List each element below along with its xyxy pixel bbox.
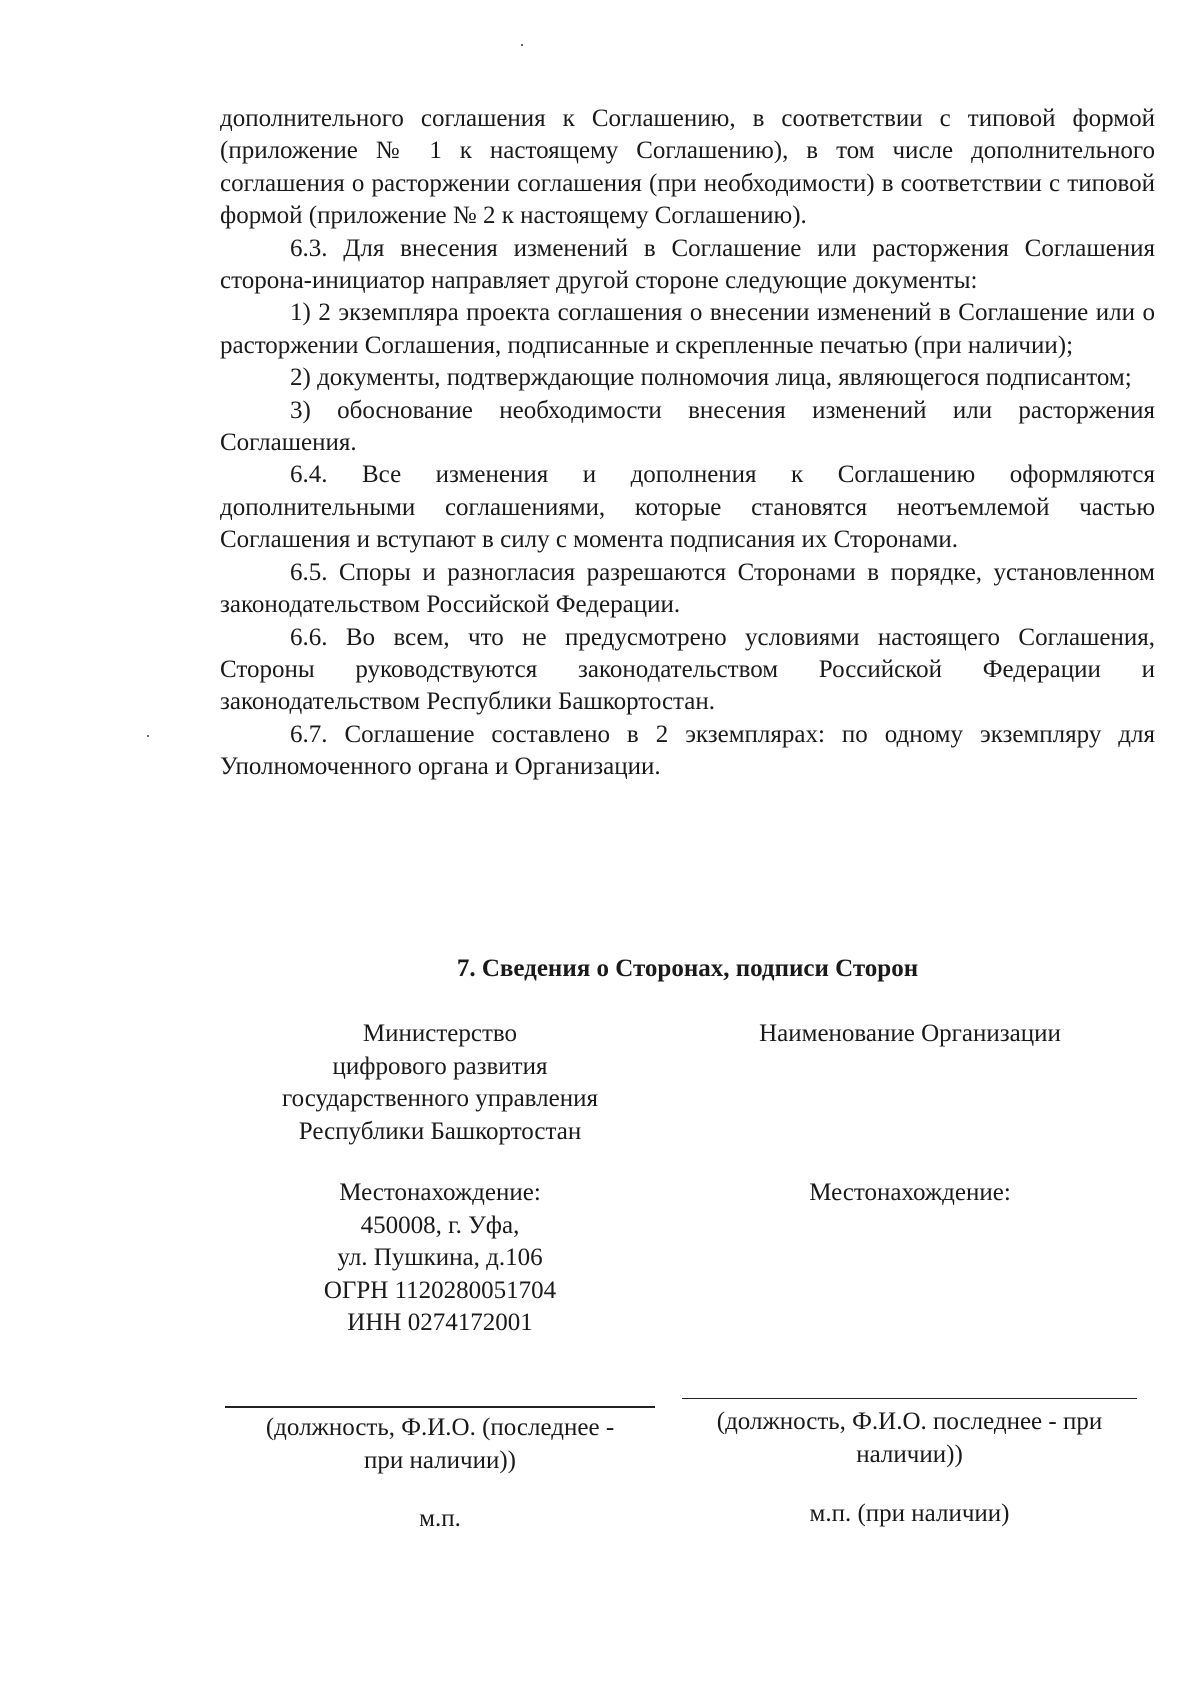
signature-line-left (225, 1406, 655, 1408)
party-left-location-label: Местонахождение: (339, 1179, 541, 1206)
scan-speck (147, 735, 149, 737)
paragraph-6-5: 6.5. Споры и разногласия разрешаются Сторонами в порядке, установленном законодательством Российской Федерации. (220, 558, 1155, 619)
paragraph-6-6: 6.6. Во всем, что не предусмотрено условиями настоящего Соглашения, Стороны руководствуются законодательством Российской Федерации и законодательством Республики Башкортостан. (220, 623, 1155, 716)
party-left-address-line: 450008, г. Уфа, (360, 1211, 520, 1239)
signature-caption-right (682, 1405, 1137, 1471)
paragraph-6-3-item-1: 1) 2 экземпляра проекта соглашения о внесении изменений в Соглашение или о расторжении Соглашения, подписанные и скрепленные печатью (при наличии); (220, 299, 1155, 359)
stamp-left: м.п. (419, 1505, 461, 1532)
signature-caption-line: (должность, Ф.И.О. (последнее - (265, 1414, 615, 1441)
party-left-name-line: Республики Башкортостан (298, 1117, 582, 1145)
party-left-details (230, 1177, 650, 1340)
paragraph-6-4: 6.4. Все изменения и дополнения к Соглашению оформляются дополнительными соглашениями, которые становятся неотъемлемой частью Соглашения и вступают в силу с момента подписания их Сторонами. (220, 461, 1155, 554)
party-left-name-line: государственного управления (282, 1085, 598, 1113)
paragraph-6-3-item-2: 2) документы, подтверждающие полномочия лица, являющегося подписантом; (290, 364, 1132, 392)
paragraph-6-3: 6.3. Для внесения изменений в Соглашение или расторжения Соглашения сторона-инициатор направляет другой стороне следующие документы: (220, 234, 1155, 295)
scan-speck (521, 44, 523, 46)
party-left-address-line: ул. Пушкина, д.106 (337, 1244, 543, 1272)
paragraph-continuation: дополнительного соглашения к Соглашению, в соответствии с типовой формой (приложение № 1 к настоящему Соглашению), в том числе дополнительного соглашения о расторжении соглашения (при необходимости) в соответствии с типовой формой (приложение № 2 к настоящему Соглашению). (220, 105, 1155, 230)
signature-caption-line: наличии)) (856, 1441, 963, 1468)
agreement-body (220, 103, 1155, 784)
party-right-name-line: Наименование Организации (759, 1020, 1061, 1047)
party-left-ogrn: ОГРН 1120280051704 (323, 1276, 557, 1304)
party-left-name-line: Министерство (362, 1020, 518, 1047)
signature-line-right (682, 1398, 1137, 1399)
paragraph-6-3-item-3: 3) обоснование необходимости внесения изменений или расторжения Соглашения. (220, 396, 1155, 457)
signature-caption-line: при наличии)) (363, 1447, 517, 1474)
signature-caption-left (225, 1411, 655, 1477)
party-left-name (230, 1018, 650, 1148)
party-right-details (680, 1177, 1140, 1210)
signature-caption-line: (должность, Ф.И.О. последнее - при (716, 1408, 1103, 1435)
party-right-name (680, 1018, 1140, 1051)
section-title: 7. Сведения о Сторонах, подписи Сторон (456, 955, 919, 982)
paragraph-6-7: 6.7. Соглашение составлено в 2 экземплярах: по одному экземпляру для Уполномоченного органа и Организации. (220, 720, 1155, 781)
party-left-inn: ИНН 0274172001 (347, 1309, 533, 1337)
stamp-right: м.п. (при наличии) (809, 1500, 1010, 1527)
party-left-name-line: цифрового развития (332, 1052, 548, 1080)
party-right-location-label: Местонахождение: (809, 1179, 1011, 1206)
